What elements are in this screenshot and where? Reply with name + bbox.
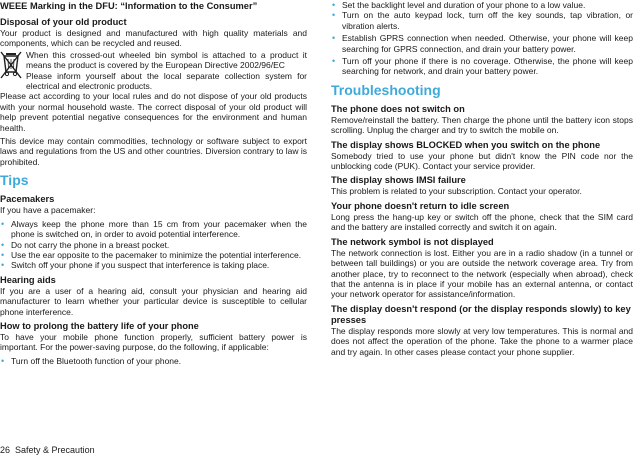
pacemakers-heading: Pacemakers bbox=[0, 194, 55, 205]
list-item-text: Do not carry the phone in a breast pocket. bbox=[11, 239, 170, 250]
list-item: • Always keep the phone more than 15 cm from your pacemaker when the phone is switched on, in order to avoid potential interference. bbox=[1, 218, 307, 240]
disposal-paragraph-2: Please act according to your local rules and do not dispose of your old products with your normal household waste. The correct disposal of your old product will help prevent potential negative consequences for the environment and human health. bbox=[0, 91, 307, 133]
weee-paragraph-1: When this crossed-out wheeled bin symbol is attached to a product it means the product is covered by the European Directive 2002/96/EC bbox=[26, 49, 307, 71]
ts-answer-1: Remove/reinstall the battery. Then charge the phone until the battery icon stops scrolling. Unplug the charger and try to switch the mobile on. bbox=[331, 114, 633, 136]
troubleshooting-title: Troubleshooting bbox=[331, 81, 441, 98]
disposal-heading: Disposal of your old product bbox=[0, 17, 127, 27]
ts-answer-3: This problem is related to your subscription. Contact your operator. bbox=[331, 186, 582, 197]
battery-paragraph: To have your mobile phone function properly, sufficient battery power is important. For the power-saving purpose, do the following, if applicable: bbox=[0, 331, 307, 353]
ts-question-1: The phone does not switch on bbox=[331, 103, 465, 114]
tips-title: Tips bbox=[0, 172, 29, 189]
ts-answer-6: The display responds more slowly at very low temperatures. This is normal and does not affect the operation of the phone. Take the phone to a warmer place and try again. In other cases please contact your phone supplier. bbox=[331, 325, 633, 357]
list-item-text: Turn off the Bluetooth function of your phone. bbox=[11, 355, 182, 366]
left-column bbox=[0, 0, 307, 366]
list-item-text: Always keep the phone more than 15 cm from your pacemaker when the phone is switched on, in order to avoid potential interference. bbox=[11, 218, 307, 240]
list-item: • Establish GPRS connection when needed. Otherwise, your phone will keep searching for GPRS connection, and drain your battery power. bbox=[332, 33, 633, 54]
battery-heading: How to prolong the battery life of your phone bbox=[0, 320, 199, 331]
right-column bbox=[331, 0, 633, 357]
pacemaker-bullet-list bbox=[0, 219, 307, 271]
ts-answer-4: Long press the hang-up key or switch off the phone, check that the SIM card and the battery are installed correctly and switch it on again. bbox=[331, 211, 633, 233]
list-item-text: Turn off your phone if there is no coverage. Otherwise, the phone will keep searching for network, and drain your battery power. bbox=[342, 56, 633, 77]
ts-answer-2: Somebody tried to use your phone but didn't know the PIN code nor the unblocking code (PUK). Contact your service provider. bbox=[331, 150, 633, 172]
page-number: 26 bbox=[0, 445, 11, 455]
export-paragraph: This device may contain commodities, technology or software subject to export laws and regulations from the US and other countries. Diversion contrary to law is prohibited. bbox=[0, 136, 307, 167]
ts-question-2: The display shows BLOCKED when you switch on the phone bbox=[331, 139, 601, 150]
battery-bullet-list-continued bbox=[331, 0, 633, 77]
battery-bullet-list bbox=[0, 356, 307, 366]
page-footer bbox=[0, 445, 95, 456]
list-item: • Use the ear opposite to the pacemaker to minimize the potential interference. bbox=[1, 249, 302, 260]
list-item: • Switch off your phone if you suspect that interference is taking place. bbox=[1, 260, 270, 271]
ts-question-5: The network symbol is not displayed bbox=[331, 236, 494, 247]
list-item: • Turn off your phone if there is no coverage. Otherwise, the phone will keep searching for network, and drain your battery power. bbox=[332, 56, 633, 77]
ts-question-6: The display doesn't respond (or the display responds slowly) to key presses bbox=[331, 303, 631, 325]
crossed-out-wheeled-bin-icon bbox=[0, 50, 26, 92]
ts-question-4: Your phone doesn't return to idle screen bbox=[331, 200, 510, 211]
disposal-paragraph-1: Your product is designed and manufactured with high quality materials and components, which can be recycled and reused. bbox=[0, 28, 307, 49]
hearing-aids-paragraph: If you are a user of a hearing aid, consult your physician and hearing aid manufacturer to learn whether your particular device is susceptible to cellular phone interference. bbox=[0, 285, 307, 317]
list-item: • Do not carry the phone in a breast pocket. bbox=[1, 239, 170, 250]
list-item-text: Set the backlight level and duration of your phone to a low value. bbox=[342, 0, 586, 10]
ts-question-3: The display shows IMSI failure bbox=[331, 175, 466, 186]
footer-section: Safety & Precaution bbox=[15, 445, 95, 455]
list-item-text: Use the ear opposite to the pacemaker to minimize the potential interference. bbox=[11, 249, 302, 260]
list-item: • Turn on the auto keypad lock, turn off the key sounds, tap vibration, or vibration alerts. bbox=[332, 10, 633, 31]
list-item: • Turn off the Bluetooth function of your phone. bbox=[1, 355, 182, 366]
list-item: • Set the backlight level and duration of your phone to a low value. bbox=[332, 0, 586, 10]
hearing-aids-heading: Hearing aids bbox=[0, 274, 56, 285]
weee-title: WEEE Marking in the DFU: “Information to the Consumer” bbox=[0, 1, 258, 11]
list-item-text: Turn on the auto keypad lock, turn off the key sounds, tap vibration, or vibration alerts. bbox=[342, 10, 633, 31]
ts-answer-5: The network connection is lost. Either you are in a radio shadow (in a tunnel or between tall buildings) or you are outside the network coverage area. Try from another place, try to reconnect to the network (especially when abroad), check that the antenna is in place if your mobile has an external antenna, or contact your network operator for assistance/information. bbox=[331, 247, 633, 300]
pacemakers-intro: If you have a pacemaker: bbox=[0, 205, 96, 216]
list-item-text: Switch off your phone if you suspect that interference is taking place. bbox=[11, 260, 270, 271]
weee-block bbox=[0, 50, 307, 92]
weee-paragraph-2: Please inform yourself about the local separate collection system for electrical and electronic products. bbox=[26, 70, 307, 92]
list-item-text: Establish GPRS connection when needed. Otherwise, your phone will keep searching for GPRS connection, and drain your battery power. bbox=[342, 33, 633, 54]
